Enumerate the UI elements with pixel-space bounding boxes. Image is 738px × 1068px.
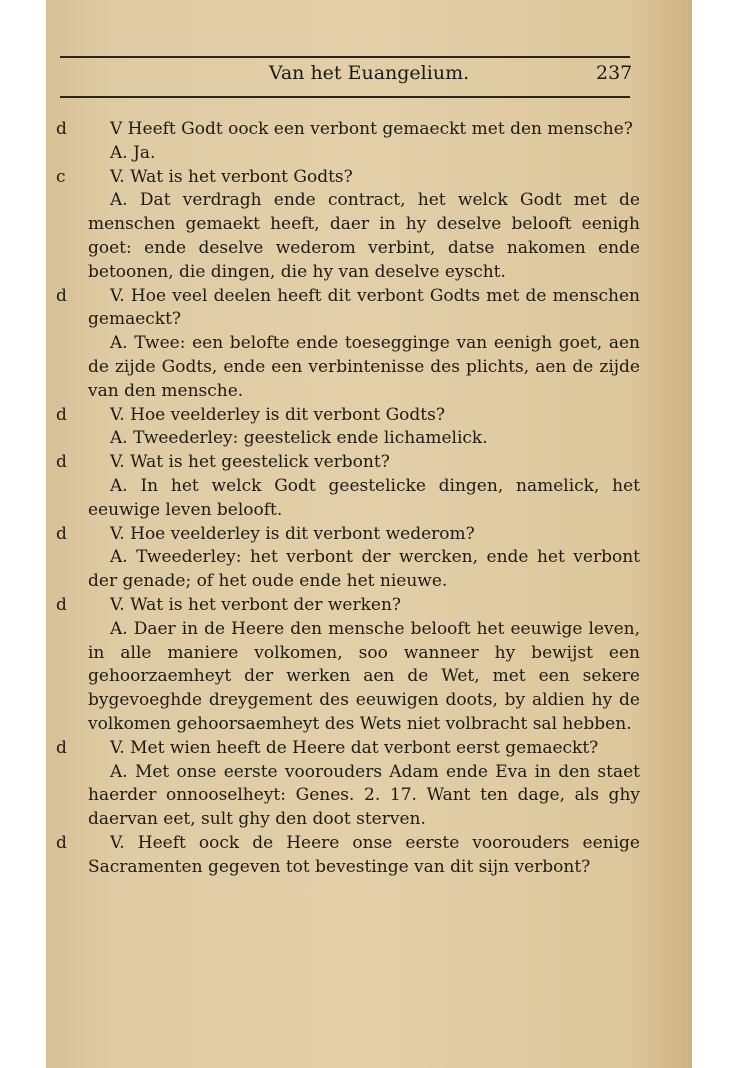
- paragraph: [56, 166, 640, 190]
- paragraph-text: V. Heeft oock de Heere onse eerste voorouders eenige Sacramenten gegeven tot bevestinge van dit sijn verbont?: [88, 832, 640, 877]
- paragraph: [56, 594, 640, 618]
- paragraph-text: V. Hoe veelderley is dit verbont Godts?: [110, 404, 445, 425]
- paragraph: [88, 475, 640, 523]
- running-title: Van het Euangelium.: [268, 62, 470, 84]
- paragraph: [88, 546, 640, 594]
- margin-marker: d: [56, 523, 67, 544]
- paragraph: [88, 189, 640, 284]
- paragraph-text: V. Hoe veel deelen heeft dit verbont Godts met de menschen gemaeckt?: [88, 285, 640, 330]
- paragraph-text: A. Dat verdragh ende contract, het welck Godt met de menschen gemaekt heeft, daer in hy deselve belooft eenigh goet: ende deselve wederom verbint, datse nakomen ende betoonen, die dingen, die hy van deselve eyscht.: [88, 190, 640, 282]
- paragraph: [56, 451, 640, 475]
- margin-marker: d: [56, 404, 67, 425]
- paragraph: [56, 118, 640, 142]
- paragraph-text: V Heeft Godt oock een verbont gemaeckt met den mensche?: [110, 119, 633, 139]
- paragraph: [56, 285, 640, 333]
- paragraph-text: A. Twee: een belofte ende toesegginge van eenigh goet, aen de zijde Godts, ende een verbintenisse des plichts, aen de zijde van den mensche.: [88, 333, 640, 401]
- paragraph: [56, 832, 640, 880]
- paragraph: [88, 618, 640, 737]
- margin-marker: d: [56, 594, 67, 615]
- paragraph: [88, 427, 640, 451]
- paragraph-text: A. Tweederley: het verbont der wercken, ende het verbont der genade; of het oude ende het nieuwe.: [88, 547, 640, 592]
- header-bottom-rule: [60, 96, 630, 98]
- paragraph: [56, 737, 640, 761]
- paragraph: [56, 404, 640, 428]
- page-number: 237: [596, 62, 633, 84]
- margin-marker: d: [56, 832, 67, 853]
- paragraph-text: A. Tweederley: geestelick ende lichamelick.: [110, 428, 488, 449]
- margin-marker: d: [56, 737, 67, 758]
- text-block: [56, 118, 640, 880]
- margin-marker: d: [56, 285, 67, 306]
- paragraph-text: A. Met onse eerste voorouders Adam ende Eva in den staet haerder onnooselheyt: Genes. 2. 17. Want ten dage, als ghy daervan eet, sult ghy den doot sterven.: [88, 761, 640, 830]
- paragraph-text: A. In het welck Godt geestelicke dingen, namelick, het eeuwige leven belooft.: [88, 475, 640, 520]
- paragraph: [88, 142, 640, 166]
- paragraph-text: A. Ja.: [110, 142, 156, 163]
- margin-marker: d: [56, 452, 67, 473]
- margin-marker: d: [56, 119, 67, 139]
- paragraph: [56, 523, 640, 547]
- margin-marker: c: [56, 166, 66, 187]
- paragraph-text: V. Wat is het verbont der werken?: [110, 594, 402, 615]
- paragraph-text: A. Daer in de Heere den mensche belooft het eeuwige leven, in alle maniere volkomen, soo wanneer hy bewijst een gehoorzaemheyt der werken aen de Wet, met een sekere bygevoeghde dreygement des eeuwigen doots, by aldien hy de volkomen gehoorsaemheyt des Wets niet volbracht sal hebben.: [88, 618, 640, 734]
- paragraph-text: V. Wat is het geestelick verbont?: [110, 452, 390, 473]
- paragraph: [88, 761, 640, 832]
- paragraph: [88, 332, 640, 403]
- header-top-rule: [60, 56, 630, 58]
- paragraph-text: V. Hoe veelderley is dit verbont wederom?: [110, 523, 475, 544]
- paragraph-text: V. Wat is het verbont Godts?: [110, 166, 353, 187]
- paragraph-text: V. Met wien heeft de Heere dat verbont eerst gemaeckt?: [110, 737, 599, 758]
